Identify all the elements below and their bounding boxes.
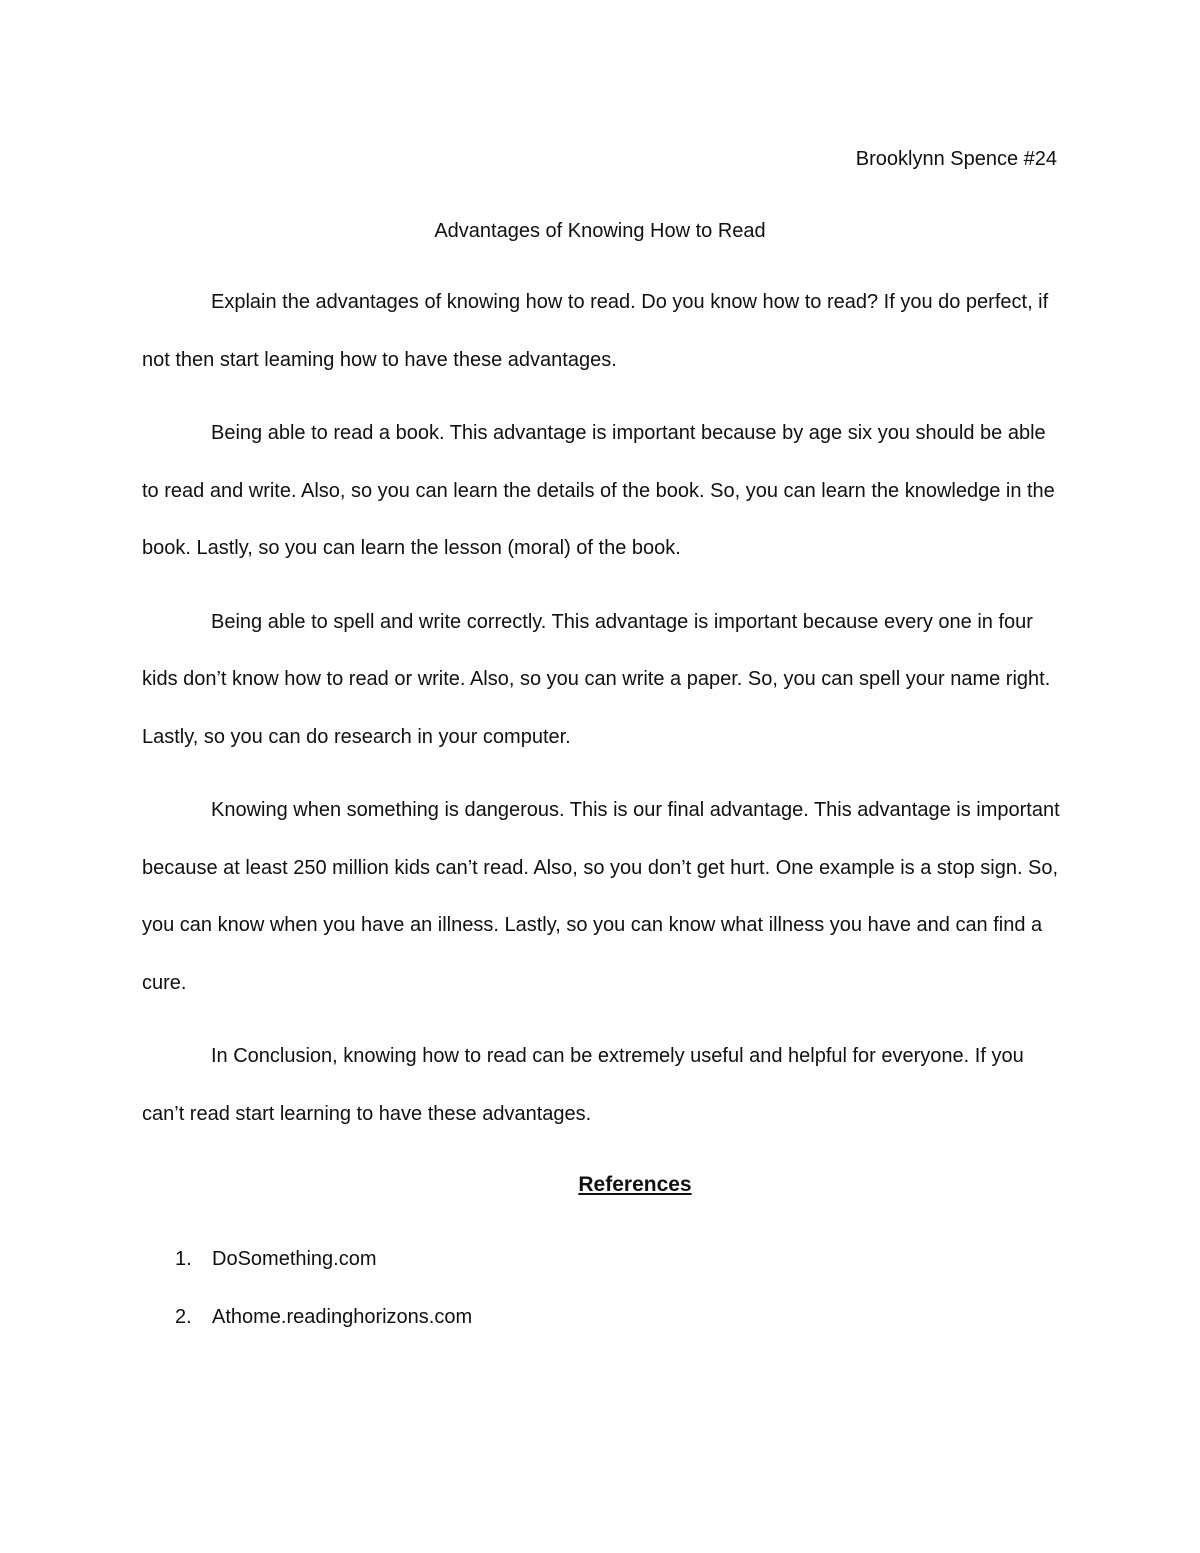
paragraph-introduction: Explain the advantages of knowing how to read. Do you know how to read? If you do perfect, if not then start leaming how to have these advantages. bbox=[142, 291, 1049, 371]
reference-item bbox=[142, 1231, 472, 1289]
references-heading: References bbox=[578, 1173, 692, 1196]
references-list bbox=[142, 1231, 472, 1346]
document-title: Advantages of Knowing How to Read bbox=[434, 220, 766, 242]
paragraph-read-book: Being able to read a book. This advantage is important because by age six you should be able to read and write. Also, so you can learn the details of the book. So, you can learn the knowledge in the book. Lastly, so you can learn the lesson (moral) of the book. bbox=[142, 422, 1055, 559]
paragraph-conclusion: In Conclusion, knowing how to read can be extremely useful and helpful for everyone. If you can’t read start learning to have these advantages. bbox=[142, 1045, 1024, 1125]
author-line: Brooklynn Spence #24 bbox=[855, 148, 1057, 170]
reference-item bbox=[142, 1289, 472, 1347]
paragraph-danger: Knowing when something is dangerous. This is our final advantage. This advantage is important because at least 250 million kids can’t read. Also, so you don’t get hurt. One example is a stop sign. So, you can know when you have an illness. Lastly, so you can know what illness you have and can find a cure. bbox=[142, 799, 1060, 994]
reference-number: 2. bbox=[175, 1305, 192, 1328]
reference-number: 1. bbox=[175, 1248, 192, 1270]
document-body bbox=[142, 274, 1060, 1159]
paragraph-spell-write: Being able to spell and write correctly. This advantage is important because every one in four kids don’t know how to read or write. Also, so you can write a paper. So, you can spell your name right. Lastly, so you can do research in your computer. bbox=[142, 610, 1051, 748]
reference-text: Athome.readinghorizons.com bbox=[212, 1305, 473, 1328]
reference-text: DoSomething.com bbox=[212, 1248, 377, 1270]
